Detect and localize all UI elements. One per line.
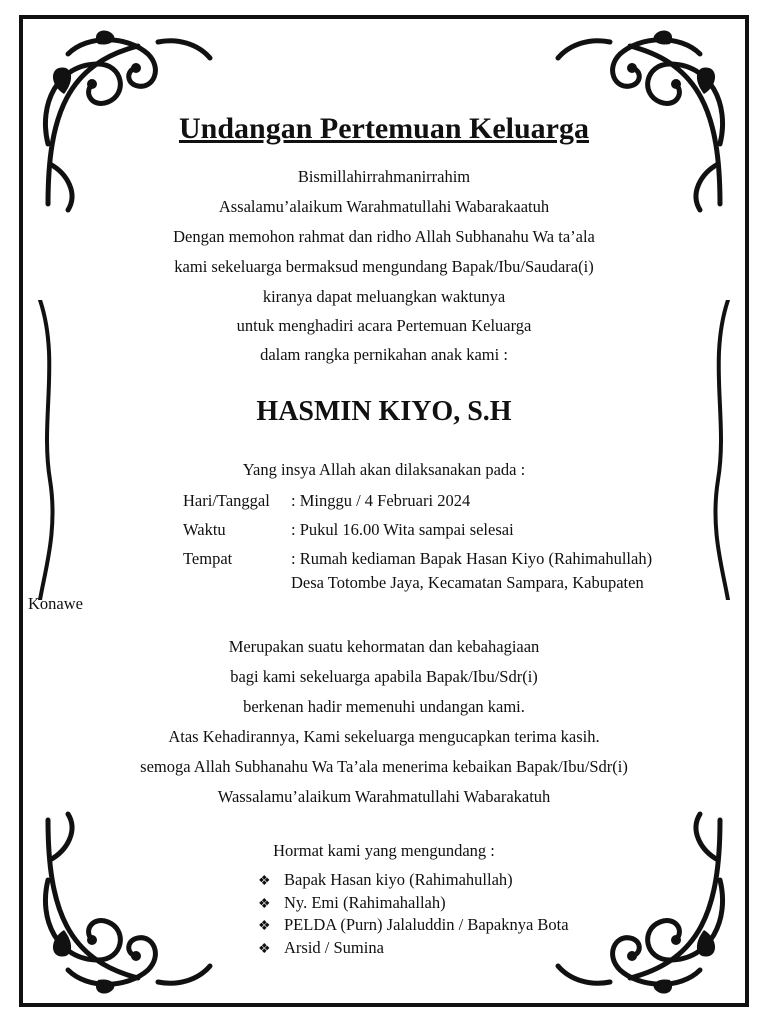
opening-line: kiranya dapat meluangkan waktunya [262,287,506,306]
invitee-name: Ny. Emi (Rahimahallah) [284,892,446,912]
list-item [258,915,569,938]
detail-place [183,549,652,569]
corner-flourish-bottom-right [550,810,740,1000]
closing-line: semoga Allah Subhanahu Wa Ta’ala menerima kebaikan Bapak/Ibu/Sdr(i) [140,757,628,776]
opening-line: Assalamu’alaikum Warahmatullahi Wabarakaatuh [218,197,550,216]
list-item [258,870,569,893]
diamond-bullet-icon: ❖ [258,941,271,957]
time-label: Waktu [183,520,226,539]
date-value: : Minggu / 4 Februari 2024 [291,491,471,510]
opening-line: kami sekeluarga bermaksud mengundang Bapak/Ibu/Saudara(i) [174,257,594,276]
closing-line: Wassalamu’alaikum Warahmatullahi Wabarakatuh [217,787,551,806]
closing-line: bagi kami sekeluarga apabila Bapak/Ibu/Sdr(i) [230,667,538,686]
closing-line: Merupakan suatu kehormatan dan kebahagiaan [228,637,540,656]
opening-line: Bismillahirrahmanirrahim [297,167,471,186]
invitee-name: PELDA (Purn) Jalaluddin / Bapaknya Bota [284,915,569,934]
invitation-title: Undangan Pertemuan Keluarga [178,112,589,145]
place-address-wrap: Konawe [28,594,83,613]
corner-flourish-bottom-left [28,810,218,1000]
diamond-bullet-icon: ❖ [258,896,271,912]
opening-line: untuk menghadiri acara Pertemuan Keluarga [236,316,532,335]
list-item [258,938,569,961]
closing-line: berkenan hadir memenuhi undangan kami. [243,697,525,716]
diamond-bullet-icon: ❖ [258,874,271,889]
date-label: Hari/Tanggal [183,491,270,510]
invitee-name: Arsid / Sumina [284,937,384,957]
place-value: : Rumah kediaman Bapak Hasan Kiyo (Rahimahullah) [291,549,653,568]
time-value: : Pukul 16.00 Wita sampai selesai [291,520,514,539]
invitee-name: Bapak Hasan kiyo (Rahimahullah) [284,870,513,889]
opening-line: dalam rangka pernikahan anak kami : [260,345,508,364]
honoree-name: HASMIN KIYO, S.H [256,396,512,427]
details-intro: Yang insya Allah akan dilaksanakan pada : [242,460,526,479]
list-item [258,893,569,916]
signoff-line: Hormat kami yang mengundang : [273,841,495,860]
place-label: Tempat [183,549,233,568]
closing-line: Atas Kehadirannya, Kami sekeluarga mengucapkan terima kasih. [168,727,600,746]
opening-line: Dengan memohon rahmat dan ridho Allah Subhanahu Wa ta’ala [173,227,595,246]
detail-time [183,520,514,540]
diamond-bullet-icon: ❖ [258,919,271,934]
place-address: Desa Totombe Jaya, Kecamatan Sampara, Kabupaten [291,573,644,592]
detail-date [183,491,470,511]
invitee-list [258,870,569,960]
